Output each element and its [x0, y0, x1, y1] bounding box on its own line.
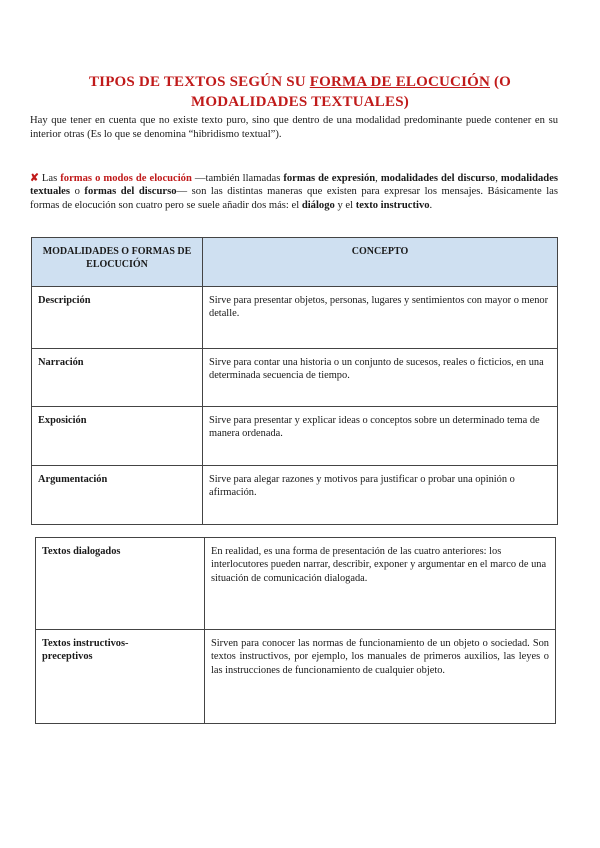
- row-label: Exposición: [38, 415, 87, 426]
- row-label: Textos instructivos-preceptivos: [42, 638, 129, 663]
- table-row: [32, 287, 558, 349]
- row-label-cell: [32, 349, 203, 407]
- row-label-cell: [32, 287, 203, 349]
- concept-cell: [203, 407, 558, 466]
- def-term-formas-modos: formas o modos de elocución: [60, 173, 192, 184]
- concept-text: Sirve para presentar objetos, personas, lugares y sentimientos con mayor o menor detalle.: [209, 295, 549, 320]
- concept-text: Sirve para alegar razones y motivos para justificar o probar una opinión o afirmación.: [209, 474, 515, 499]
- row-label: Textos dialogados: [42, 546, 121, 557]
- concept-cell: [203, 287, 558, 349]
- def-text-1: Las: [38, 173, 61, 184]
- concept-text: Sirve para presentar y explicar ideas o conceptos sobre un determinado tema de manera ordenada.: [209, 415, 540, 440]
- def-term-texto-instructivo: texto instructivo: [355, 199, 430, 211]
- def-text-6: — son las distintas maneras que existen para expresar los mensajes. Básicamente las formas de elocución son cuatro pero se suele añadir dos más: el: [30, 186, 558, 211]
- table-row: [32, 466, 558, 525]
- def-text-7: y el: [334, 199, 356, 211]
- modalidades-table: [31, 237, 558, 525]
- row-label-cell: [32, 407, 203, 466]
- concept-cell: [205, 538, 556, 630]
- row-label: Argumentación: [38, 474, 108, 485]
- table-header-row: [32, 238, 558, 287]
- row-label-cell: [36, 538, 205, 630]
- def-text-3: ,: [375, 173, 381, 184]
- page-title: [30, 72, 570, 112]
- concept-cell: [203, 349, 558, 407]
- row-label-cell: [32, 466, 203, 525]
- title-underlined: FORMA DE ELOCUCIÓN: [309, 74, 491, 90]
- def-term-modalidades-discurso: modalidades del discurso: [380, 173, 496, 184]
- def-term-dialogo: diálogo: [301, 199, 335, 211]
- header-modalidades: MODALIDADES O FORMAS DE ELOCUCIÓN: [32, 238, 203, 287]
- cross-icon: ✘: [30, 173, 39, 184]
- def-text-8: .: [429, 199, 433, 211]
- concept-text: En realidad, es una forma de presentación de las cuatro anteriores: los interlocutores pueden narrar, describir, exponer y argumentar en el marco de una situación de comunicación dialogada.: [211, 546, 547, 584]
- row-label: Descripción: [38, 295, 91, 306]
- table-row: [32, 407, 558, 466]
- header-concepto: CONCEPTO: [203, 238, 558, 287]
- table-row: [36, 630, 556, 724]
- otros-textos-table: [35, 537, 556, 724]
- table-row: [32, 349, 558, 407]
- intro-paragraph: Hay que tener en cuenta que no existe texto puro, sino que dentro de una modalidad predominante puede contener en su interior otras (Es lo que se denomina “hibridismo textual”).: [30, 115, 558, 140]
- def-text-4: ,: [495, 173, 501, 184]
- def-term-modalidades-textuales: modalidades textuales: [30, 173, 559, 198]
- definition-paragraph: [30, 172, 558, 212]
- title-part-2: (O MODALIDADES TEXTUALES): [191, 74, 512, 110]
- def-text-2: —también llamadas: [191, 173, 284, 184]
- row-label-cell: [36, 630, 205, 724]
- def-text-5: o: [70, 186, 85, 198]
- table-row: [36, 538, 556, 630]
- def-term-formas-expresion: formas de expresión: [283, 173, 376, 184]
- concept-text: Sirven para conocer las normas de funcionamiento de un objeto o sociedad. Son textos instructivos, por ejemplo, los manuales de primeros auxilios, las leyes o las instrucciones de funcionamiento de cualquier objeto.: [211, 638, 549, 676]
- def-term-formas-discurso: formas del discurso: [84, 186, 177, 198]
- concept-cell: [203, 466, 558, 525]
- row-label: Narración: [38, 357, 84, 368]
- title-part-1: TIPOS DE TEXTOS SEGÚN SU: [88, 74, 310, 90]
- concept-cell: [205, 630, 556, 724]
- concept-text: Sirve para contar una historia o un conjunto de sucesos, reales o ficticios, en una determinada secuencia de tiempo.: [209, 357, 544, 382]
